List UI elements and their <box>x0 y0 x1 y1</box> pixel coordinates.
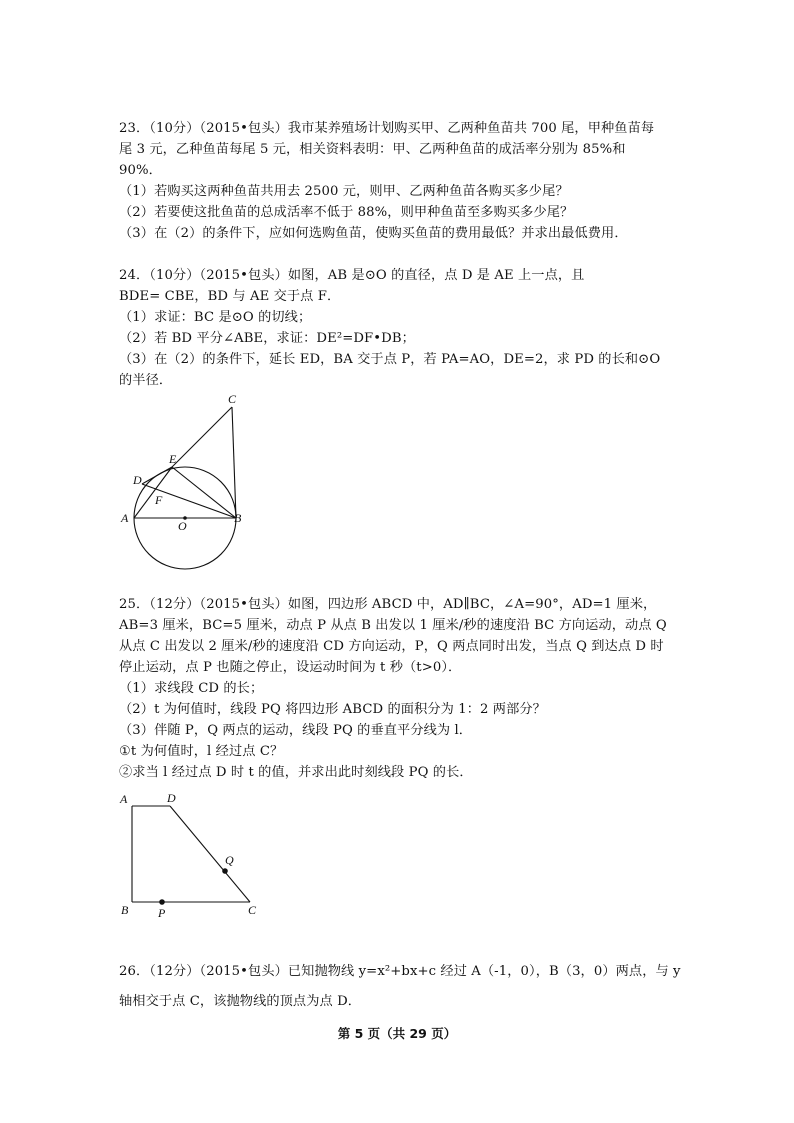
q25-line-4: 停止运动，点 P 也随之停止，设运动时间为 t 秒（t>0）． <box>119 660 462 675</box>
q25-line-1: 25．（12分）（2015•包头）如图，四边形 ABCD 中，AD∥BC，∠A=90°，AD=1 厘米， <box>119 597 657 612</box>
label-e: E <box>169 452 177 466</box>
q25-line-2: AB=3 厘米，BC=5 厘米，动点 P 从点 B 出发以 1 厘米/秒的速度沿 BC 方向运动，动点 Q <box>119 618 667 633</box>
q24-line-4: （2）若 BD 平分∠ABE，求证：DE²=DF•DB； <box>119 331 415 346</box>
q24-figure <box>112 390 262 590</box>
q25-line-8: ①t 为何值时，l 经过点 C？ <box>119 744 284 759</box>
label-d: D <box>167 791 176 805</box>
label-b: B <box>121 903 129 917</box>
q23-line-6: （3）在（2）的条件下，应如何选购鱼苗，使购买鱼苗的费用最低？并求出最低费用． <box>119 226 628 241</box>
q23-line-1: 23．（10分）（2015•包头）我市某养殖场计划购买甲、乙两种鱼苗共 700 尾，甲种鱼苗每 <box>119 121 655 136</box>
segment-dc <box>170 806 250 902</box>
segment-eb <box>172 467 236 518</box>
page-footer: 第 5 页（共 29 页） <box>337 1026 457 1041</box>
q25-line-6: （2）t 为何值时，线段 PQ 将四边形 ABCD 的面积分为 1：2 两部分？ <box>119 702 546 717</box>
q25-figure <box>112 786 272 921</box>
label-c: C <box>228 392 237 406</box>
label-p: P <box>158 906 166 920</box>
q26-line-1: 26．（12分）（2015•包头）已知抛物线 y=x²+bx+c 经过 A（-1，0），B（3，0）两点，与 y <box>119 964 681 979</box>
label-a: A <box>121 511 129 525</box>
q24-line-5: （3）在（2）的条件下，延长 ED，BA 交于点 P，若 PA=AO，DE=2，求 PD 的长和⊙O <box>119 352 661 367</box>
segment-bc <box>232 407 236 518</box>
segment-de <box>142 467 172 484</box>
label-c: C <box>248 903 257 917</box>
label-q: Q <box>225 853 234 867</box>
segment-ce <box>172 407 232 467</box>
q26-line-2: 轴相交于点 C，该抛物线的顶点为点 D． <box>119 994 362 1009</box>
q24-line-3: （1）求证：BC 是⊙O 的切线； <box>119 310 312 325</box>
q25-line-7: （3）伴随 P，Q 两点的运动，线段 PQ 的垂直平分线为 l． <box>119 723 473 738</box>
point-q <box>222 868 228 874</box>
q24-line-6: 的半径． <box>119 373 173 388</box>
q24-line-2: BDE= CBE，BD 与 AE 交于点 F． <box>119 289 341 304</box>
q25-line-9: ②求当 l 经过点 D 时 t 的值，并求出此时刻线段 PQ 的长． <box>119 765 473 780</box>
q23-line-5: （2）若要使这批鱼苗的总成活率不低于 88%，则甲种鱼苗至多购买多少尾？ <box>119 205 574 220</box>
label-o: O <box>178 519 187 533</box>
label-d: D <box>133 473 142 487</box>
q23-line-2: 尾 3 元，乙种鱼苗每尾 5 元，相关资料表明：甲、乙两种鱼苗的成活率分别为 85%和 <box>119 142 626 157</box>
label-f: F <box>155 493 163 507</box>
q24-line-1: 24．（10分）（2015•包头）如图，AB 是⊙O 的直径，点 D 是 AE 上一点，且 <box>119 268 585 283</box>
q25-line-5: （1）求线段 CD 的长； <box>119 681 264 696</box>
label-b: B <box>234 511 242 525</box>
q23-line-4: （1）若购买这两种鱼苗共用去 2500 元，则甲、乙两种鱼苗各购买多少尾？ <box>119 184 569 199</box>
q23-line-3: 90%． <box>119 163 162 178</box>
q25-line-3: 从点 C 出发以 2 厘米/秒的速度沿 CD 方向运动，P，Q 两点同时出发，当点 Q 到达点 D 时 <box>119 639 664 654</box>
label-a: A <box>120 792 128 806</box>
point-p <box>159 899 165 905</box>
